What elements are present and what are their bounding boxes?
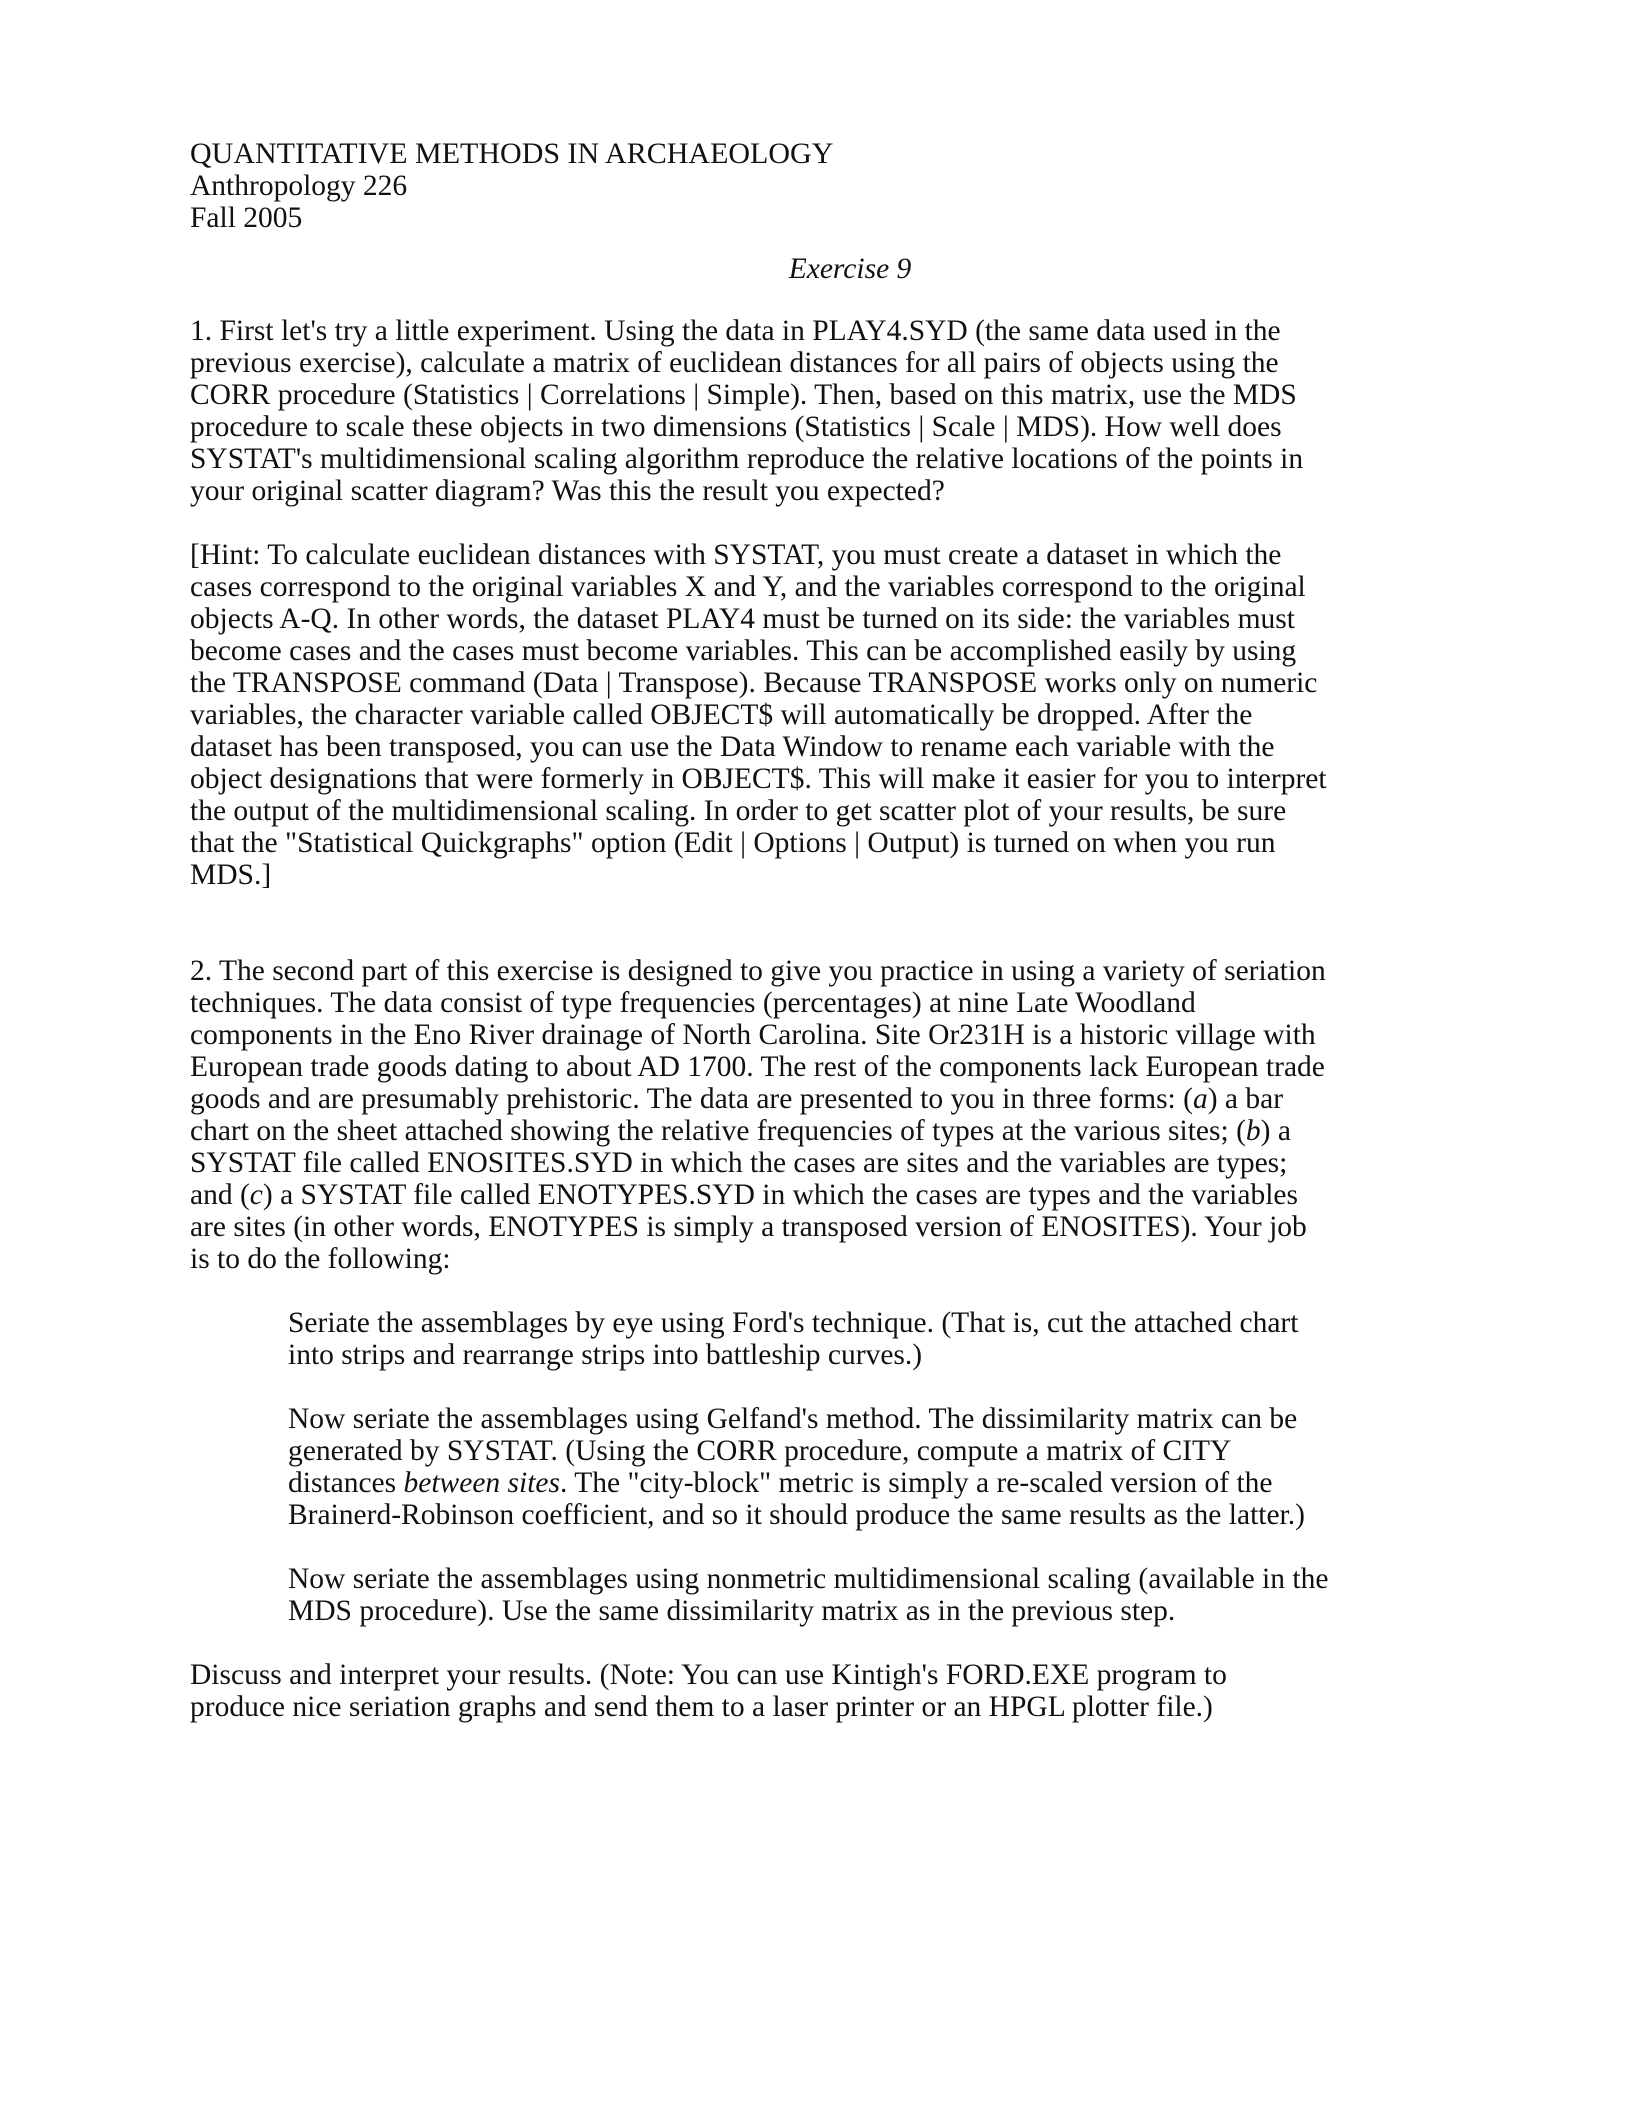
- question-1-paragraph: [190, 315, 1450, 507]
- document-page: [190, 138, 1450, 1723]
- text-run: ) a SYSTAT file called ENOTYPES.SYD in which the cases are types and the variables: [262, 1179, 1298, 1211]
- text-run: ) a bar: [1207, 1083, 1284, 1115]
- hint-line: that the "Statistical Quickgraphs" option (Edit | Options | Output) is turned on when you run: [190, 827, 1276, 859]
- hint-line: become cases and the cases must become variables. This can be accomplished easily by using: [190, 635, 1297, 667]
- question-2-line: components in the Eno River drainage of North Carolina. Site Or231H is a historic village with: [190, 1019, 1316, 1051]
- text-run: distances: [288, 1467, 404, 1499]
- task-line: Seriate the assemblages by eye using Ford's technique. (That is, cut the attached chart: [288, 1307, 1299, 1339]
- question-2-paragraph: [190, 955, 1450, 1275]
- question-2-line: [190, 1115, 1450, 1147]
- italic-letter: b: [1245, 1115, 1261, 1147]
- question-2-line: is to do the following:: [190, 1243, 451, 1275]
- question-1-line: CORR procedure (Statistics | Correlations | Simple). Then, based on this matrix, use the MDS: [190, 379, 1297, 411]
- discussion-line: produce nice seriation graphs and send them to a laser printer or an HPGL plotter file.): [190, 1691, 1213, 1723]
- discussion-paragraph: [190, 1659, 1450, 1723]
- discussion-line: Discuss and interpret your results. (Note: You can use Kintigh's FORD.EXE program to: [190, 1659, 1227, 1691]
- hint-line: cases correspond to the original variables X and Y, and the variables correspond to the original: [190, 571, 1306, 603]
- exercise-title: Exercise 9: [788, 253, 912, 285]
- hint-line: [Hint: To calculate euclidean distances with SYSTAT, you must create a dataset in which the: [190, 539, 1282, 571]
- text-run: ) a: [1260, 1115, 1291, 1147]
- hint-line: the output of the multidimensional scaling. In order to get scatter plot of your results, be sure: [190, 795, 1287, 827]
- text-run: goods and are presumably prehistoric. The data are presented to you in three forms: (: [190, 1083, 1193, 1115]
- question-2-line: European trade goods dating to about AD 1700. The rest of the components lack European trade: [190, 1051, 1325, 1083]
- italic-letter: c: [249, 1179, 263, 1211]
- text-run: chart on the sheet attached showing the relative frequencies of types at the various sites; (: [190, 1115, 1246, 1147]
- italic-letter: a: [1192, 1083, 1208, 1115]
- question-2-line: 2. The second part of this exercise is designed to give you practice in using a variety of seriation: [190, 955, 1326, 987]
- question-1-line: SYSTAT's multidimensional scaling algorithm reproduce the relative locations of the points in: [190, 443, 1304, 475]
- task-line: into strips and rearrange strips into battleship curves.): [288, 1339, 923, 1371]
- question-2-line: SYSTAT file called ENOSITES.SYD in which the cases are sites and the variables are types;: [190, 1147, 1288, 1179]
- hint-line: the TRANSPOSE command (Data | Transpose). Because TRANSPOSE works only on numeric: [190, 667, 1318, 699]
- task-gelfand-paragraph: [288, 1403, 1450, 1531]
- question-2-line: [190, 1179, 1450, 1211]
- question-1-line: 1. First let's try a little experiment. Using the data in PLAY4.SYD (the same data used in the: [190, 315, 1281, 347]
- text-run: . The "city-block" metric is simply a re-scaled version of the: [560, 1467, 1273, 1499]
- question-2-line: techniques. The data consist of type frequencies (percentages) at nine Late Woodland: [190, 987, 1196, 1019]
- task-line: MDS procedure). Use the same dissimilarity matrix as in the previous step.: [288, 1595, 1176, 1627]
- italic-phrase: between sites: [403, 1467, 560, 1499]
- task-line: generated by SYSTAT. (Using the CORR procedure, compute a matrix of CITY: [288, 1435, 1232, 1467]
- hint-line: object designations that were formerly in OBJECT$. This will make it easier for you to interpret: [190, 763, 1327, 795]
- task-line: Brainerd-Robinson coefficient, and so it should produce the same results as the latter.): [288, 1499, 1305, 1531]
- hint-line: variables, the character variable called OBJECT$ will automatically be dropped. After the: [190, 699, 1253, 731]
- task-line: Now seriate the assemblages using nonmetric multidimensional scaling (available in the: [288, 1563, 1329, 1595]
- hint-paragraph: [190, 539, 1450, 891]
- task-ford-paragraph: [288, 1307, 1450, 1371]
- question-1-line: procedure to scale these objects in two dimensions (Statistics | Scale | MDS). How well does: [190, 411, 1282, 443]
- document-header: [190, 138, 1450, 234]
- text-run: and (: [190, 1179, 250, 1211]
- task-line: Now seriate the assemblages using Gelfand's method. The dissimilarity matrix can be: [288, 1403, 1298, 1435]
- hint-line: dataset has been transposed, you can use the Data Window to rename each variable with the: [190, 731, 1275, 763]
- hint-line: objects A-Q. In other words, the dataset PLAY4 must be turned on its side: the variables must: [190, 603, 1295, 635]
- course-number: Anthropology 226: [190, 170, 408, 202]
- task-line: [288, 1467, 1450, 1499]
- task-mds-paragraph: [288, 1563, 1450, 1627]
- course-title: QUANTITATIVE METHODS IN ARCHAEOLOGY: [190, 137, 834, 170]
- question-1-line: previous exercise), calculate a matrix of euclidean distances for all pairs of objects using the: [190, 347, 1279, 379]
- question-2-line: [190, 1083, 1450, 1115]
- question-1-line: your original scatter diagram? Was this the result you expected?: [190, 475, 945, 507]
- hint-line: MDS.]: [190, 859, 272, 891]
- term: Fall 2005: [190, 202, 303, 234]
- question-2-line: are sites (in other words, ENOTYPES is simply a transposed version of ENOSITES). Your job: [190, 1211, 1307, 1243]
